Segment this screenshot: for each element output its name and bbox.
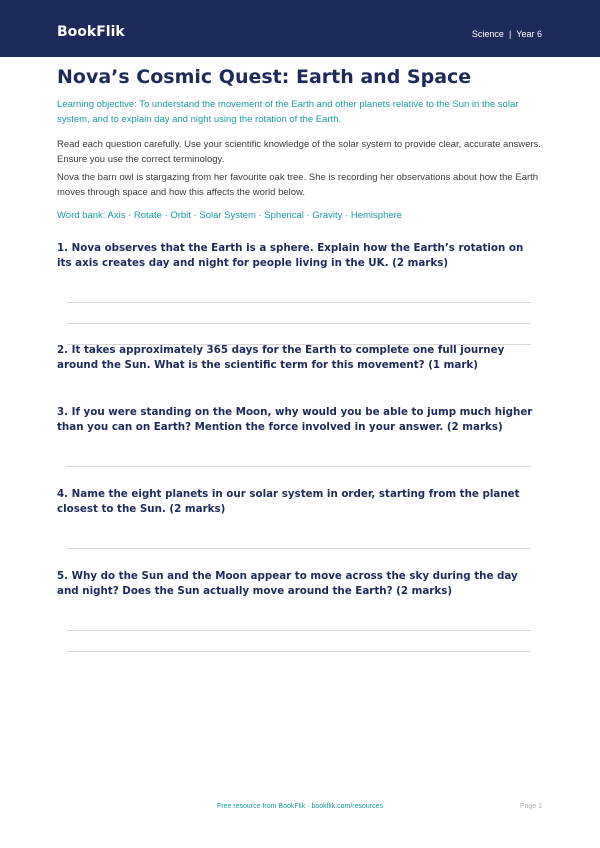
question-4: 4. Name the eight planets in our solar system in order, starting from the planet closest to the Sun. (2 marks) (57, 488, 520, 515)
answer-line[interactable] (67, 651, 531, 652)
question-5: 5. Why do the Sun and the Moon appear to move across the sky during the day and night? Does the Sun actually move around the Earth? (2 marks) (57, 570, 518, 597)
year-label: Year 6 (516, 29, 542, 39)
answer-line[interactable] (67, 548, 531, 549)
question-1: 1. Nova observes that the Earth is a sphere. Explain how the Earth’s rotation on its axis creates day and night for people living in the UK. (2 marks) (57, 242, 524, 269)
page-number: Page 1 (519, 803, 542, 810)
answer-line[interactable] (67, 466, 531, 467)
answer-line[interactable] (67, 344, 531, 345)
footer-resource: Free resource from BookFlik · bookflik.com/resources (216, 803, 384, 810)
answer-line[interactable] (67, 323, 531, 324)
page-header (0, 0, 600, 57)
brand-logo: BookFlik (57, 24, 125, 40)
story-intro: Nova the barn owl is stargazing from her favourite oak tree. She is recording her observations about how the Earth moves through space and how this affects the world below. (57, 172, 539, 198)
instructions: Read each question carefully. Use your scientific knowledge of the solar system to provide clear, accurate answers. Ensure you use the correct terminology. (57, 139, 542, 165)
header-meta (472, 28, 542, 40)
answer-line[interactable] (67, 630, 531, 631)
meta-separator: | (508, 29, 512, 39)
worksheet-title: Nova’s Cosmic Quest: Earth and Space (57, 66, 472, 88)
question-3: 3. If you were standing on the Moon, why would you be able to jump much higher than you can on Earth? Mention the force involved in your answer. (2 marks) (57, 406, 533, 433)
word-bank: Word bank: Axis · Rotate · Orbit · Solar System · Spherical · Gravity · Hemisphere (57, 210, 403, 221)
question-2: 2. It takes approximately 365 days for the Earth to complete one full journey around the Sun. What is the scientific term for this movement? (1 mark) (57, 344, 505, 371)
answer-line[interactable] (67, 302, 531, 303)
subject-label: Science (471, 29, 504, 39)
learning-objective: Learning objective: To understand the movement of the Earth and other planets relative to the Sun in the solar system, and to explain day and night using the rotation of the Earth. (57, 99, 519, 125)
